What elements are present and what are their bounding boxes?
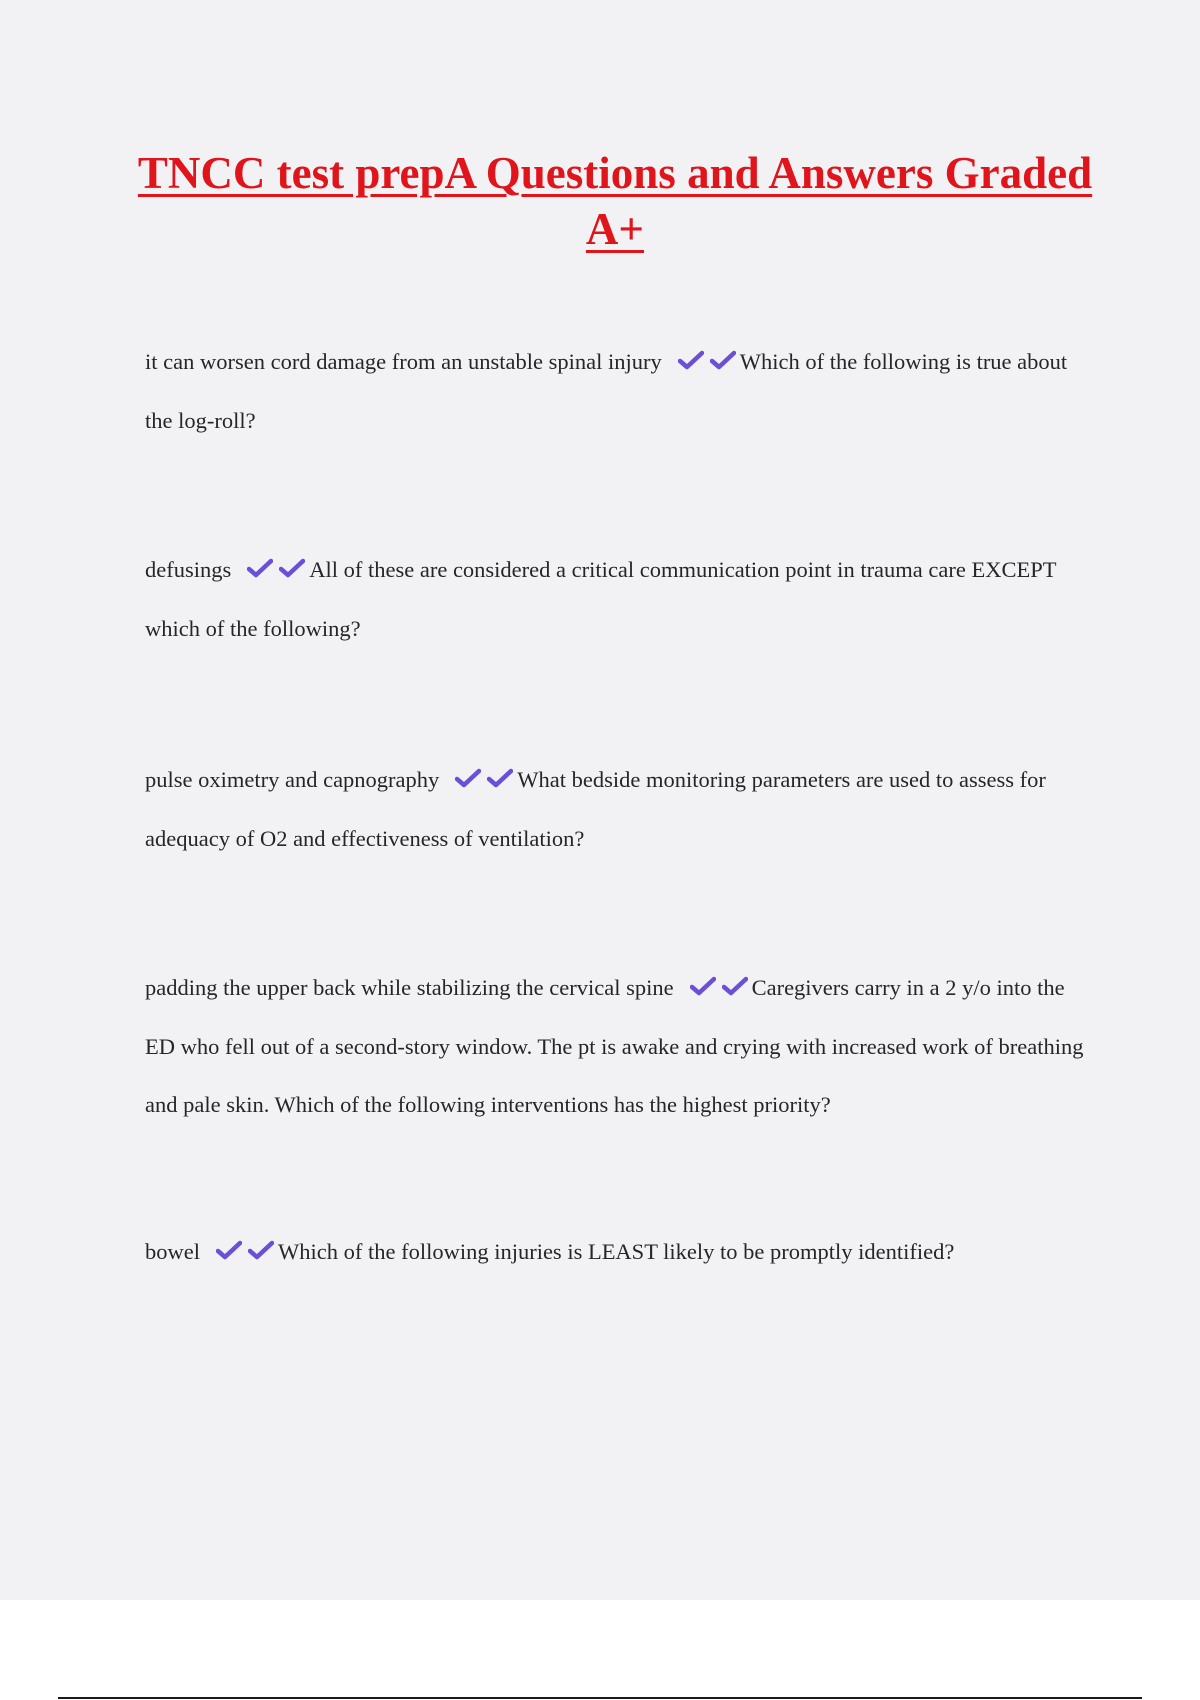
footer-rule [58,1697,1142,1699]
check-mark-icon [216,1240,242,1260]
check-mark-icon [722,976,748,996]
check-mark-icon [248,1240,274,1260]
check-marks [690,960,748,1018]
check-mark-icon [678,350,704,370]
question-text: All of these are considered a critical communication point in trauma care EXCEPT which of the following? [145,557,1057,641]
check-marks [247,542,305,600]
check-marks [678,334,736,392]
question-text: Which of the following is true about the log-roll? [145,349,1068,433]
answer-text: padding the upper back while stabilizing the cervical spine [145,975,674,1000]
qa-item-5 [145,1223,1085,1282]
check-mark-icon [487,768,513,788]
check-mark-icon [710,350,736,370]
check-marks [216,1224,274,1282]
check-mark-icon [690,976,716,996]
check-mark-icon [279,558,305,578]
answer-text: pulse oximetry and capnography [145,767,440,792]
qa-item-3 [145,751,1085,868]
question-text: Caregivers carry in a 2 y/o into the ED who fell out of a second-story window. The pt is awake and crying with increased work of breathing and pale skin. Which of the following interventions has the highest priority? [145,975,1084,1117]
qa-item-2 [145,541,1085,658]
answer-text: defusings [145,557,232,582]
qa-item-4 [145,959,1085,1134]
answer-text: it can worsen cord damage from an unstable spinal injury [145,349,662,374]
question-text: What bedside monitoring parameters are used to assess for adequacy of O2 and effectiveness of ventilation? [145,767,1046,851]
qa-item-1 [145,333,1085,450]
answer-text: bowel [145,1239,200,1264]
check-marks [455,752,513,810]
question-text: Which of the following injuries is LEAST likely to be promptly identified? [278,1239,955,1264]
check-mark-icon [455,768,481,788]
document-title: TNCC test prepA Questions and Answers Graded A+ [137,148,1093,254]
check-mark-icon [247,558,273,578]
